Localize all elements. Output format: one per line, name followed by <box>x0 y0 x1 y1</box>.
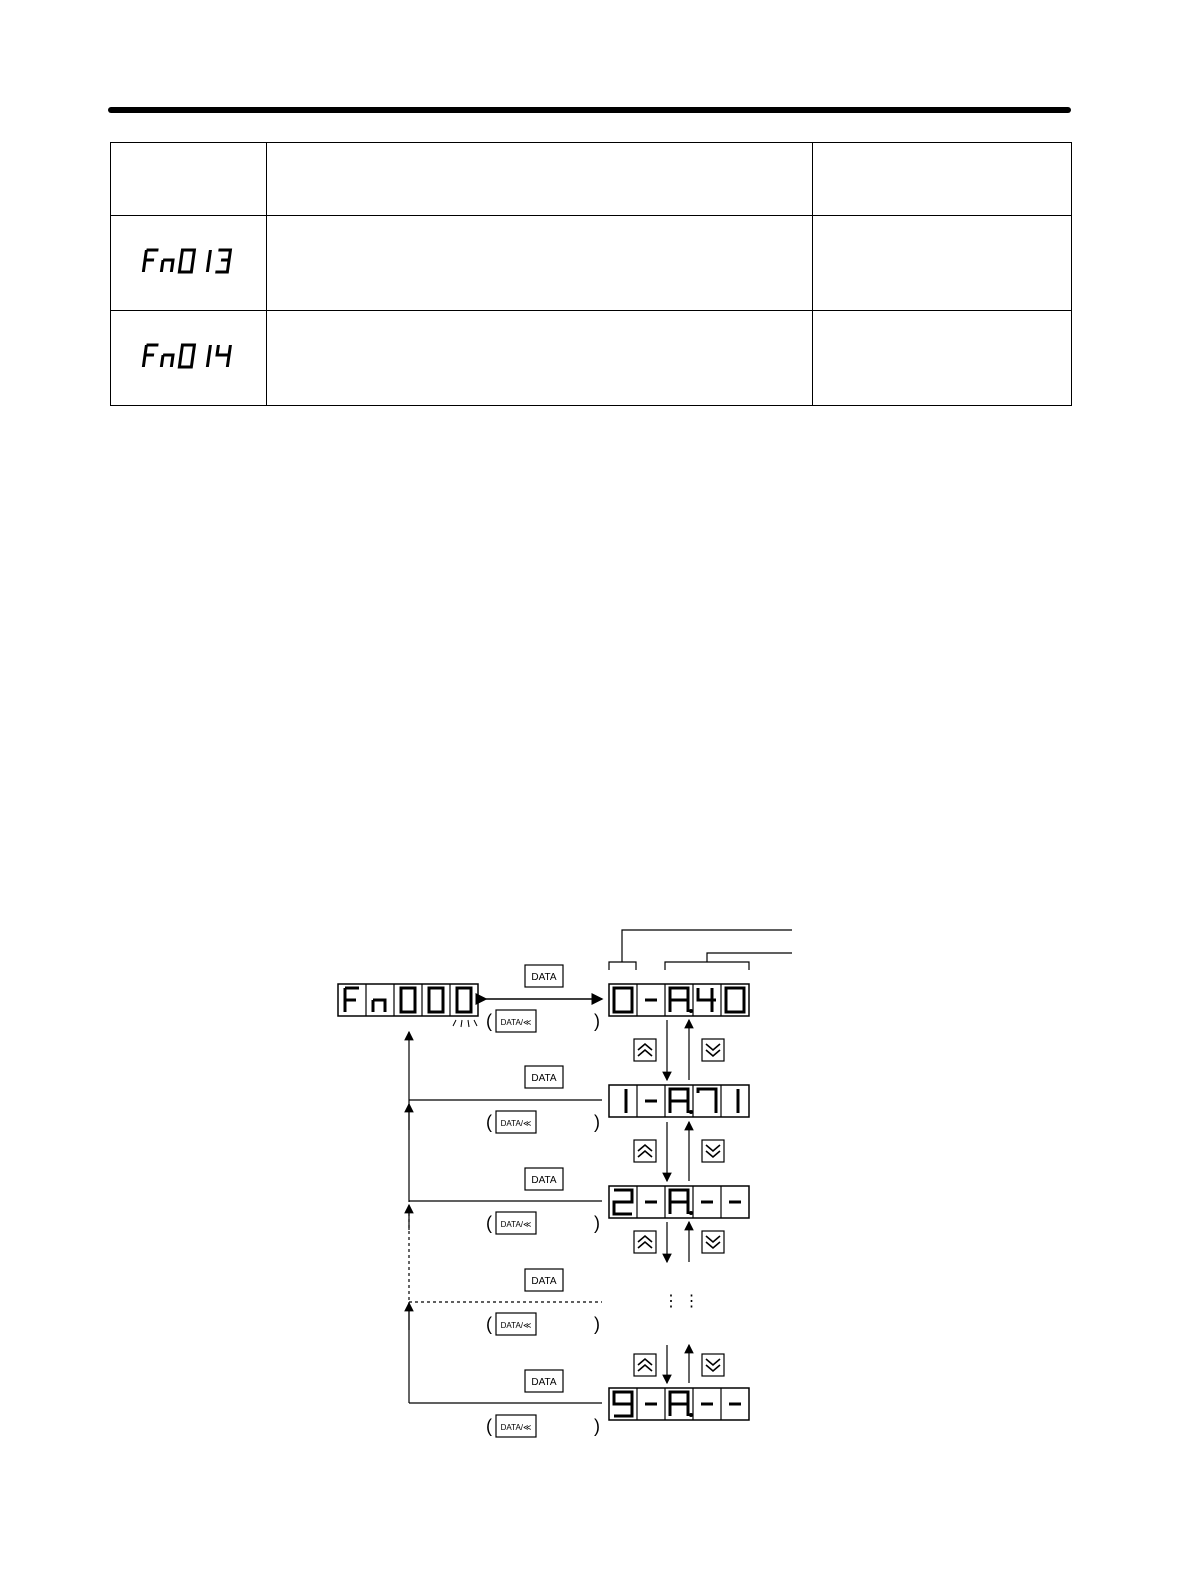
segment-digit <box>670 1392 688 1416</box>
data-shift-key <box>486 1010 600 1032</box>
data-key <box>525 965 563 987</box>
data-shift-key <box>486 1111 600 1133</box>
open-paren: ( <box>486 1213 492 1233</box>
close-paren: ) <box>594 1112 600 1132</box>
open-paren: ( <box>486 1112 492 1132</box>
data-key-label: DATA <box>531 1377 557 1388</box>
data-shift-key-label: DATA/≪ <box>500 1423 532 1432</box>
fn013-code: Fn013 <box>138 245 142 247</box>
data-key-label: DATA <box>531 1073 557 1084</box>
segment-digit <box>698 988 716 1012</box>
data-shift-key-label: DATA/≪ <box>500 1119 532 1128</box>
up-key-icon <box>634 1231 656 1253</box>
close-paren: ) <box>594 1213 600 1233</box>
close-paren: ) <box>594 1416 600 1436</box>
segment-digit <box>614 1392 632 1416</box>
close-paren: ) <box>594 1011 600 1031</box>
callout-brackets <box>609 930 792 970</box>
data-shift-key-label: DATA/≪ <box>500 1220 532 1229</box>
open-paren: ( <box>486 1011 492 1031</box>
segment-digit <box>670 988 688 1012</box>
segment-digit <box>614 1190 632 1214</box>
segment-digit <box>698 1089 716 1113</box>
segment-digit <box>670 1089 688 1113</box>
data-shift-key-label: DATA/≪ <box>500 1321 532 1330</box>
segment-digit <box>614 988 632 1012</box>
open-paren: ( <box>486 1314 492 1334</box>
up-key-icon <box>634 1354 656 1376</box>
fn000-display <box>0 0 478 1027</box>
data-key <box>525 1066 563 1088</box>
segment-digit <box>726 988 744 1012</box>
up-key-icon <box>634 1039 656 1061</box>
data-key <box>525 1168 563 1190</box>
ellipsis-dots: ⋮ ⋮ <box>663 1293 700 1310</box>
history-display <box>609 1085 749 1117</box>
up-key-icon <box>634 1140 656 1162</box>
history-displays <box>609 984 749 1420</box>
history-display <box>609 1186 749 1218</box>
close-paren: ) <box>594 1314 600 1334</box>
open-paren: ( <box>486 1416 492 1436</box>
data-key-label: DATA <box>531 1276 557 1287</box>
segment-digit <box>670 1190 688 1214</box>
down-key-icon <box>702 1039 724 1061</box>
data-key-label: DATA <box>531 972 557 983</box>
data-shift-key <box>486 1212 600 1234</box>
data-key <box>525 1269 563 1291</box>
data-shift-key <box>486 1415 600 1437</box>
fn014-code: Fn014 <box>138 340 142 342</box>
data-key <box>525 1370 563 1392</box>
down-key-icon <box>702 1140 724 1162</box>
history-display <box>609 1388 749 1420</box>
history-display <box>609 984 749 1016</box>
fn-display-text: Fn000 <box>0 0 3 1</box>
down-key-icon <box>702 1231 724 1253</box>
data-shift-key <box>486 1313 600 1335</box>
data-key-label: DATA <box>531 1175 557 1186</box>
data-shift-key-label: DATA/≪ <box>500 1018 532 1027</box>
down-key-icon <box>702 1354 724 1376</box>
